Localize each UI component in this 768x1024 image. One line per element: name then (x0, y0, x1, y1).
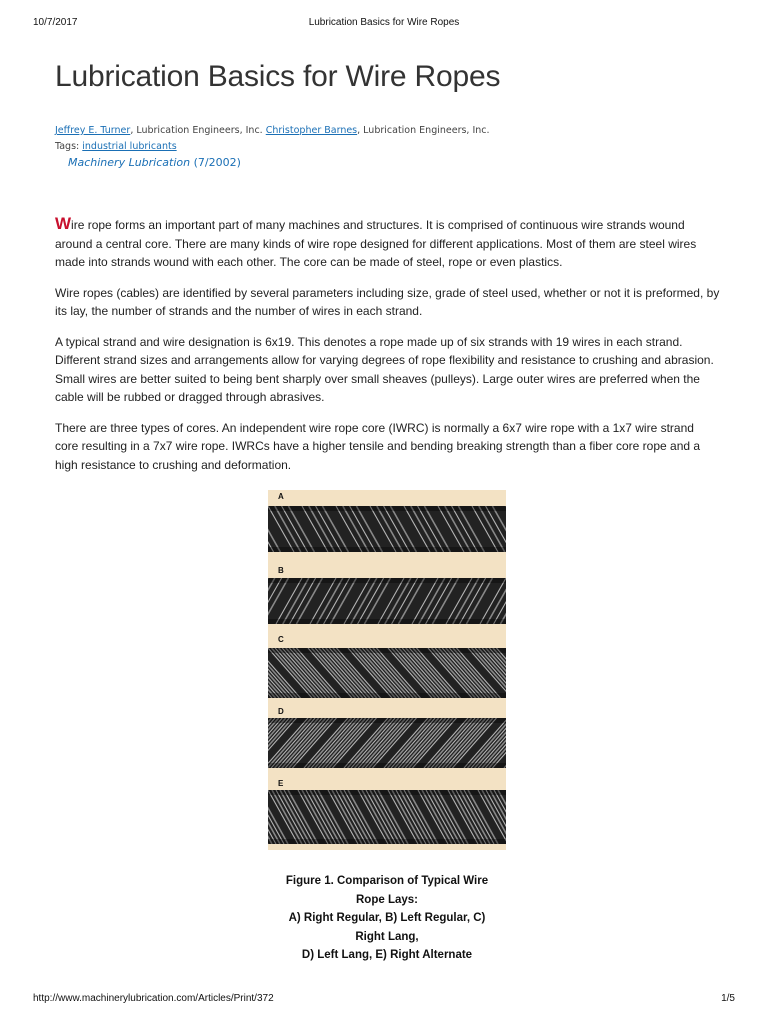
wire-rope-figure (268, 490, 506, 850)
author-link-barnes[interactable]: Christopher Barnes (265, 125, 358, 136)
publication-source (68, 156, 241, 169)
print-header (0, 17, 768, 31)
rope-image-a (268, 506, 506, 552)
print-footer (0, 993, 768, 1007)
panel-label-a: A (278, 492, 284, 501)
page-number: 1/5 (721, 993, 735, 1004)
panel-label-c: C (278, 635, 284, 644)
tag-link[interactable]: industrial lubricants (82, 141, 177, 152)
dropcap: W (55, 214, 72, 233)
author-affiliation: , Lubrication Engineers, Inc. (130, 125, 263, 136)
caption-line: Right Lang, (355, 930, 419, 943)
print-header-title: Lubrication Basics for Wire Ropes (308, 17, 460, 28)
paragraph-1 (55, 215, 720, 272)
panel-label-d: D (278, 707, 284, 716)
tags-line (55, 139, 735, 154)
caption-line: Figure 1. Comparison of Typical Wire (285, 875, 489, 887)
page-title: Lubrication Basics for Wire Ropes (55, 60, 501, 93)
rope-image-b (268, 578, 506, 624)
caption-line: A) Right Regular, B) Left Regular, C) (288, 912, 486, 924)
paragraph-3: A typical strand and wire designation is 6x19. This denotes a rope made up of six strands with 19 wires in each strand. Different strand sizes and arrangements allow for varying degrees of rope flexibility and resistance to crushing and abrasion. Small wires are better suited to being bent sharply over small sheaves (pulleys). Large outer wires are preferred when the cable will be rubbed or dragged through abrasives. (55, 334, 714, 404)
panel-label-b: B (278, 566, 284, 575)
paragraph-4: There are three types of cores. An independent wire rope core (IWRC) is normally a 6x7 wire rope with a 1x7 wire strand core resulting in a 7x7 wire rope. IWRCs have a higher tensile and bending breaking strength than a fiber core rope and a high resistance to crushing and deformation. (55, 420, 701, 472)
caption-line: D) Left Lang, E) Right Alternate (301, 949, 473, 961)
paragraph-1-text: ire rope forms an important part of many machines and structures. It is comprised of continuous wire strands wound around a central core. There are many kinds of wire rope designed for different applications. Most of them are steel wires made into strands wound with each other. The core can be made of steel, rope or even plastics. (55, 218, 697, 269)
print-date: 10/7/2017 (33, 17, 78, 28)
paragraph-2: Wire ropes (cables) are identified by several parameters including size, grade of steel used, whether or not it is preformed, by its lay, the number of strands and the number of wires in each strand. (55, 285, 720, 318)
rope-image-c (268, 648, 506, 698)
rope-image-e (268, 790, 506, 844)
caption-line: Rope Lays: (356, 893, 418, 906)
tags-label: Tags: (55, 141, 80, 152)
article-body (55, 215, 720, 486)
figure-caption (234, 872, 540, 965)
panel-label-e: E (278, 779, 284, 788)
author-affiliation: , Lubrication Engineers, Inc. (357, 125, 490, 136)
authors-line (55, 123, 735, 138)
author-link-turner[interactable]: Jeffrey E. Turner (55, 125, 131, 136)
print-url: http://www.machinerylubrication.com/Articles/Print/372 (33, 993, 274, 1004)
article-meta (55, 123, 735, 154)
rope-image-d (268, 718, 506, 768)
publication-issue: (7/2002) (190, 156, 241, 169)
publication-name: Machinery Lubrication (68, 156, 191, 169)
